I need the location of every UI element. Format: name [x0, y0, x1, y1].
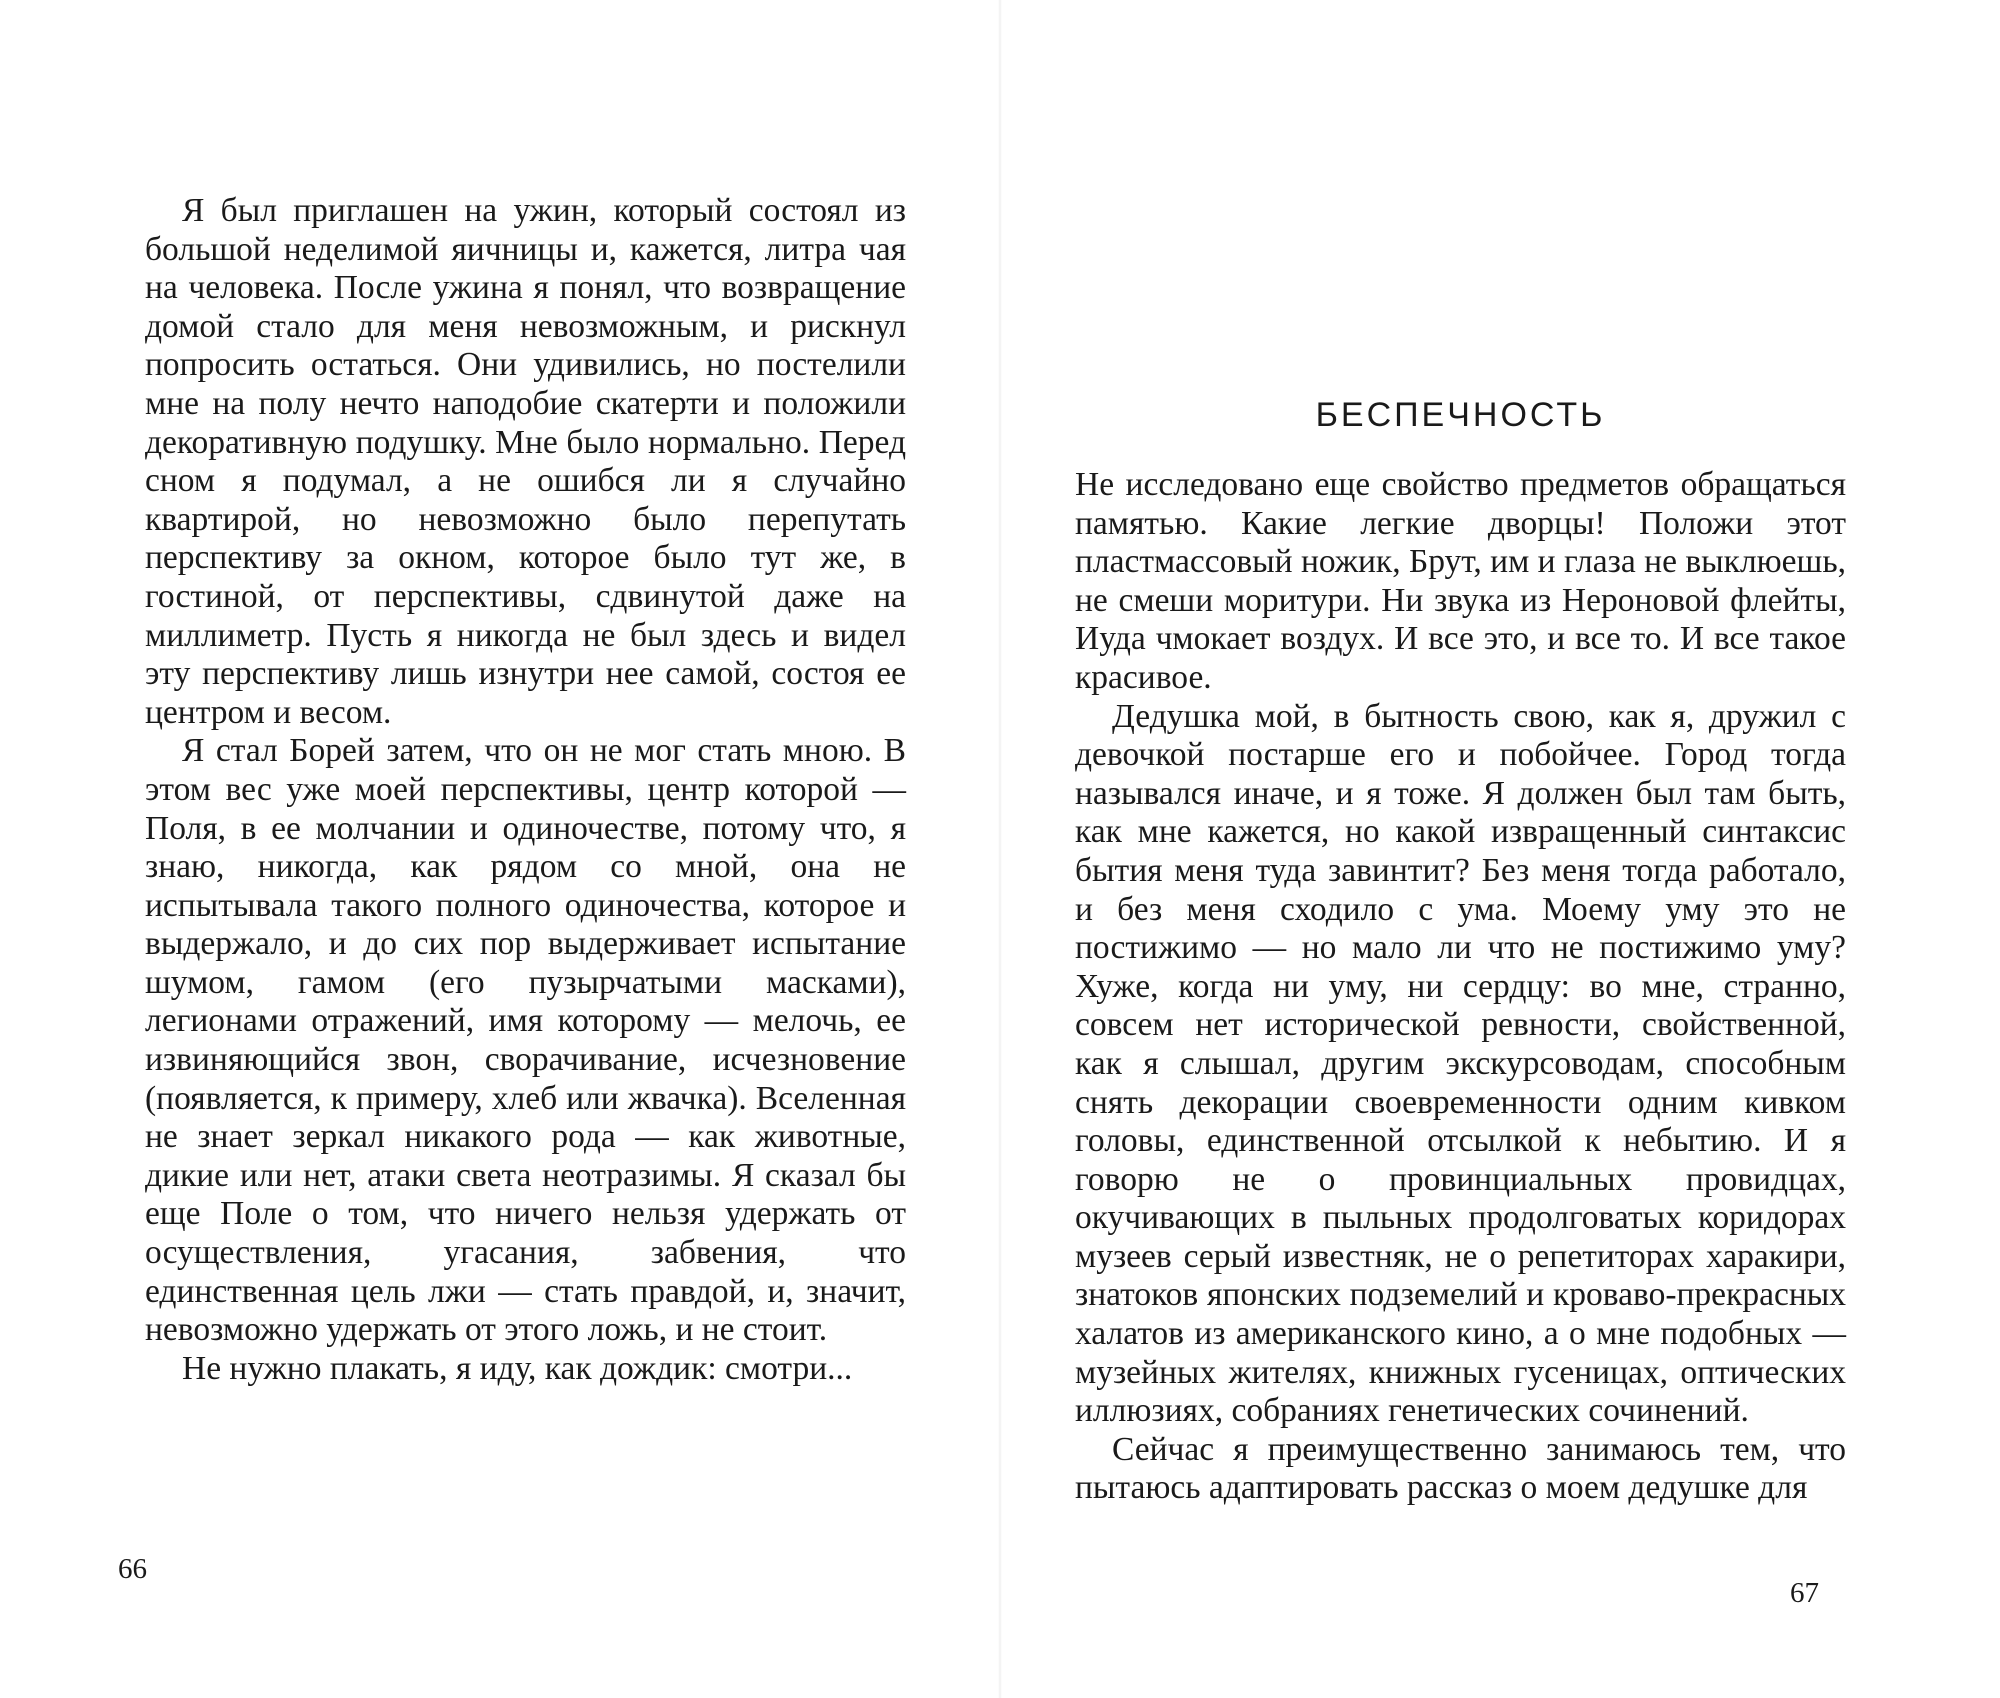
- right-page-text: [1075, 466, 1846, 1508]
- paragraph: Дедушка мой, в бытность свою, как я, дружил с девочкой постарше его и побойчее. Город тогда назывался иначе, и я тоже. Я должен был там быть, как мне кажется, но какой извращенный синтаксис бытия меня туда завинтит? Без меня тогда работало, и без меня сходило с ума. Моему уму это не постижимо — но мало ли что не постижимо уму? Хуже, когда ни уму, ни сердцу: во мне, странно, совсем нет исторической ревности, свойственной, как я слышал, другим экскурсоводам, способным снять декорации своевременности одним кивком головы, единственной отсылкой к небытию. И я говорю не о провинциальных провидцах, окучивающих в пыльных продолговатых коридорах музеев серый известняк, не о репетиторах харакири, знатоков японских подземелий и кроваво-прекрасных халатов из американского кино, а о мне подобных — музейных жителях, книжных гусеницах, оптических иллюзиях, собраниях генетических сочинений.: [1075, 697, 1846, 1430]
- paragraph: Я стал Борей затем, что он не мог стать мною. В этом вес уже моей перспективы, центр которой — Поля, в ее молчании и одиночестве, потому что, я знаю, никогда, как рядом со мной, она не испытывала такого полного одиночества, которое и выдержало, и до сих пор выдерживает испытание шумом, гамом (его пузырчатыми масками), легионами отражений, имя которому — мелочь, ее извиняющийся звон, сворачивание, исчезновение (появляется, к примеру, хлеб или жвачка). Вселенная не знает зеркал никакого рода — как животные, дикие или нет, атаки света неотразимы. Я сказал бы еще Поле о том, что ничего нельзя удержать от осуществления, угасания, забвения, что единственная цель лжи — стать правдой, и, значит, невозможно удержать от этого ложь, и не стоит.: [145, 732, 906, 1349]
- page-number: 67: [1790, 1577, 1819, 1609]
- paragraph: Сейчас я преимущественно занимаюсь тем, что пытаюсь адаптировать рассказ о моем дедушке для: [1075, 1430, 1846, 1507]
- page-number: 66: [118, 1553, 147, 1585]
- paragraph: Не нужно плакать, я иду, как дождик: смотри...: [182, 1349, 853, 1387]
- right-page: [1000, 0, 2000, 1698]
- paragraph: Я был приглашен на ужин, который состоял из большой неделимой яичницы и, кажется, литра чая на человека. После ужина я понял, что возвращение домой стало для меня невозможным, и рискнул попросить остаться. Они удивились, но постелили мне на полу нечто наподобие скатерти и положили декоративную подушку. Мне было нормально. Перед сном я подумал, а не ошибся ли я случайно квартирой, но невозможно было перепутать перспективу за окном, которое было тут же, в гостиной, от перспективы, сдвинутой даже на миллиметр. Пусть я никогда не был здесь и видел эту перспективу лишь изнутри нее самой, состоя ее центром и весом.: [145, 192, 906, 731]
- paragraph: Не исследовано еще свойство предметов обращаться памятью. Какие легкие дворцы! Положи этот пластмассовый ножик, Брут, им и глаза не выклюешь, не смеши моритури. Ни звука из Нероновой флейты, Иуда чмокает воздух. И все это, и все то. И все такое красивое.: [1075, 466, 1846, 696]
- chapter-title: БЕСПЕЧНОСТЬ: [1315, 396, 1606, 434]
- left-page-text: [145, 192, 906, 1388]
